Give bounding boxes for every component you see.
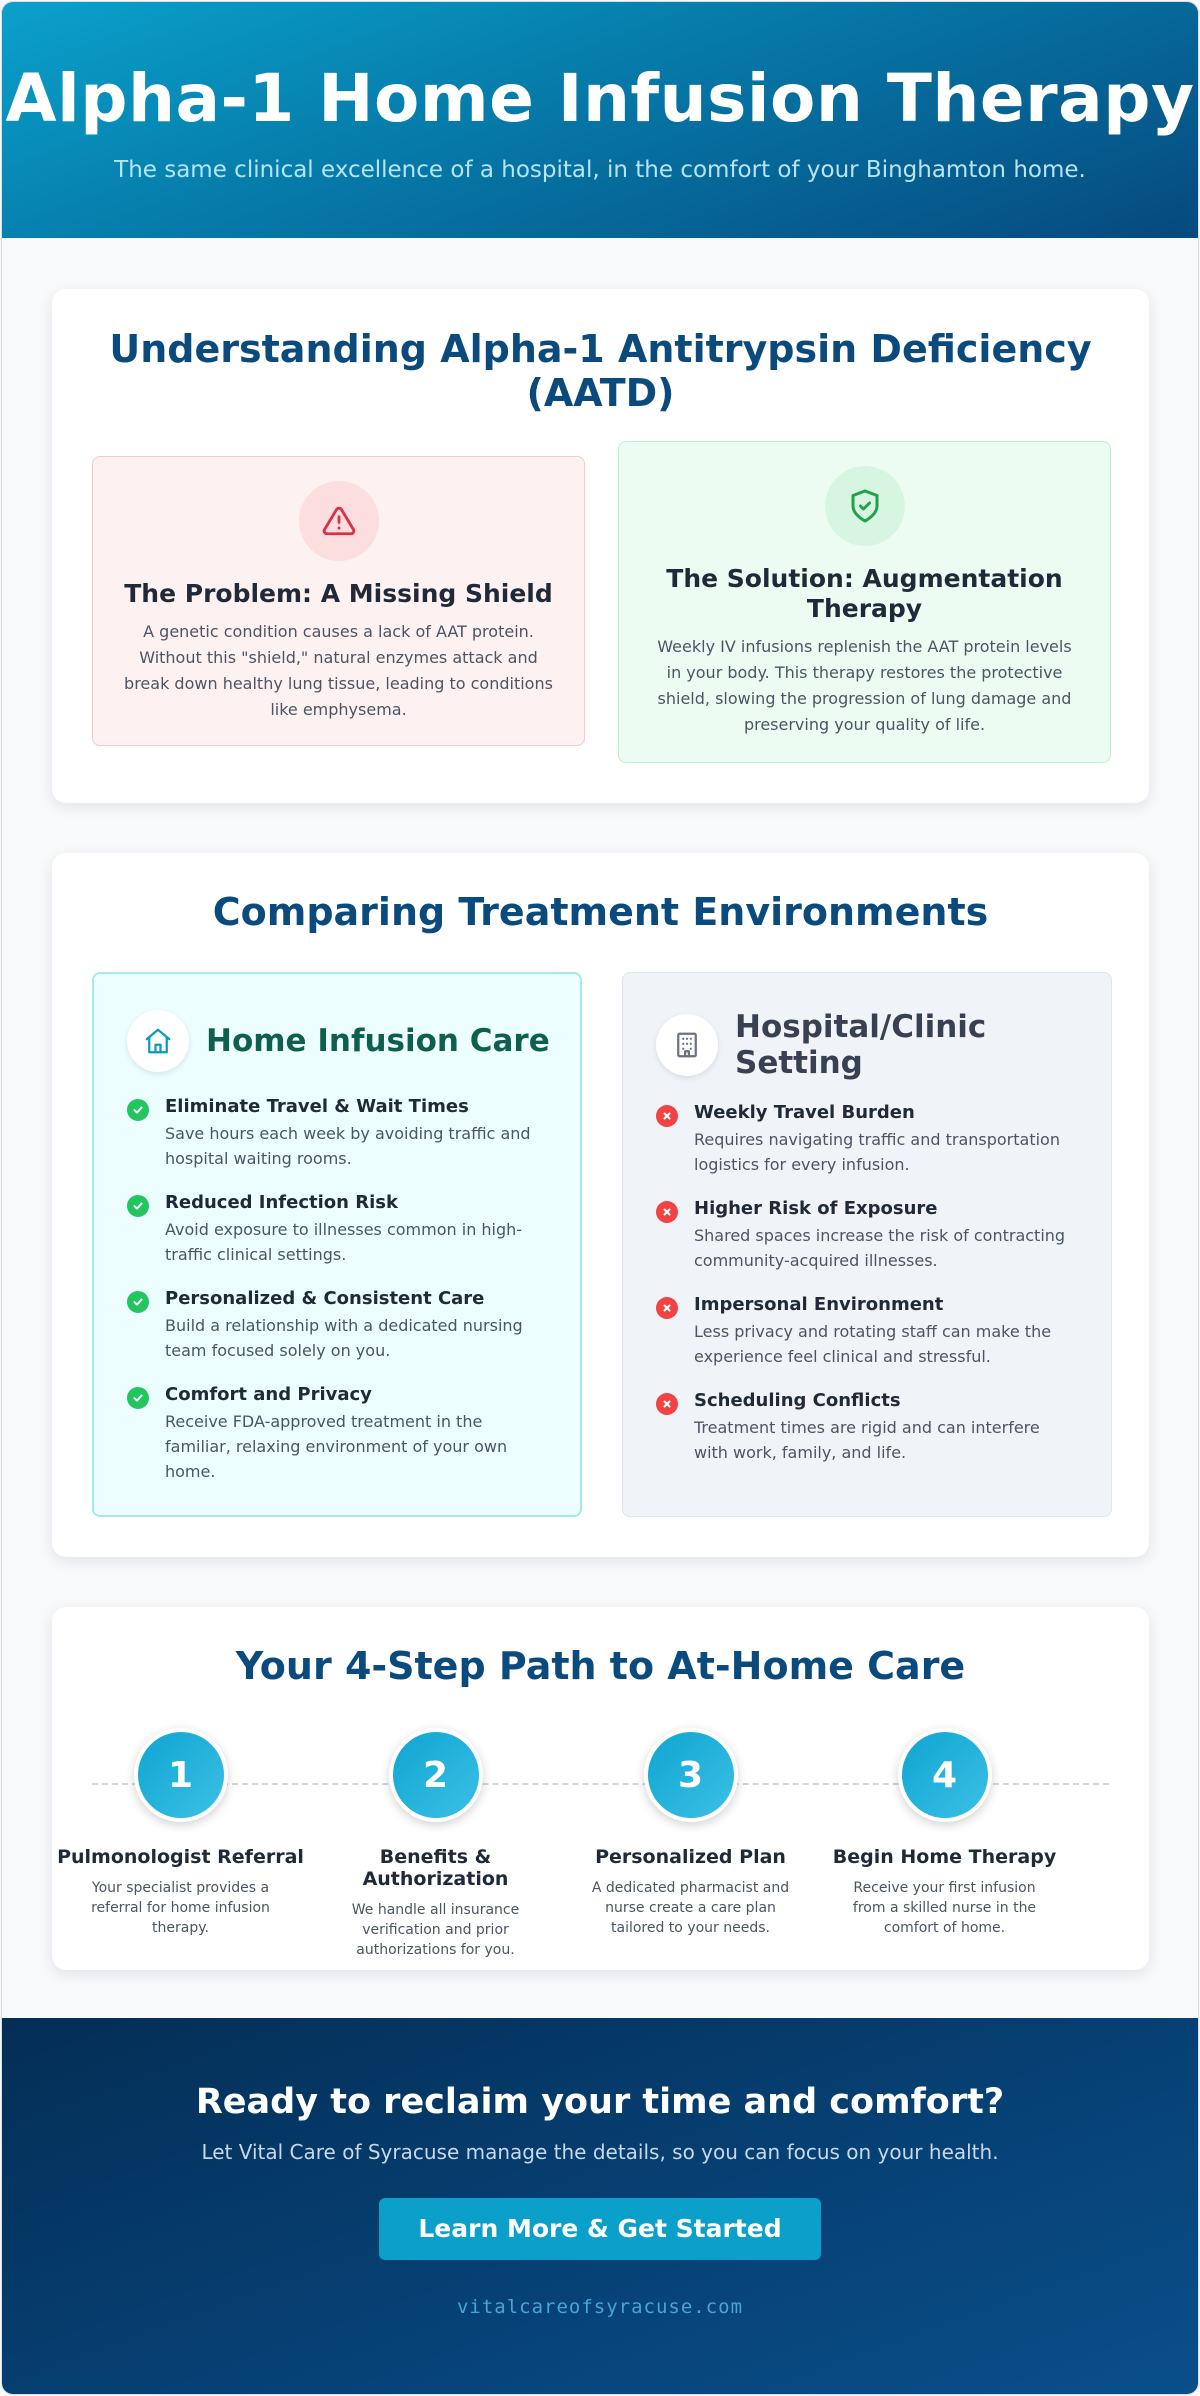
hospital-drawback-item [656,1293,1076,1369]
get-started-button[interactable]: Learn More & Get Started [379,2198,821,2260]
compare-card [52,853,1149,1557]
step-desc: Your specialist provides a referral for home infusion therapy. [91,1880,270,1936]
hospital-drawback-item [656,1101,1076,1177]
hospital-drawback-desc: Less privacy and rotating staff can make the experience feel clinical and stressful. [694,1322,1052,1366]
aatd-title: Understanding Alpha-1 Antitrypsin Deficiency (AATD) [109,327,1092,415]
website-link[interactable]: vitalcareofsyracuse.com [456,2296,744,2318]
x-circle-icon [656,1105,678,1127]
cta-subtitle: Let Vital Care of Syracuse manage the details, so you can focus on your health. [201,2140,999,2164]
step-desc: A dedicated pharmacist and nurse create a care plan tailored to your needs. [591,1880,790,1936]
solution-text: Weekly IV infusions replenish the AAT protein levels in your body. This therapy restores the protective shield, slowing the progression of lung damage and preserving your quality of life. [657,637,1072,734]
hospital-drawback-title: Impersonal Environment [694,1294,944,1315]
hospital-setting-title: Hospital/Clinic Setting [735,1009,987,1081]
hero-header [2,2,1198,238]
solution-title: The Solution: Augmentation Therapy [666,564,1063,623]
hospital-drawback-desc: Shared spaces increase the risk of contracting community-acquired illnesses. [694,1226,1066,1270]
x-circle-icon [656,1297,678,1319]
home-benefit-title: Reduced Infection Risk [165,1192,398,1213]
step-number: 2 [389,1728,483,1822]
check-circle-icon [127,1195,149,1217]
steps-title: Your 4-Step Path to At-Home Care [235,1644,966,1688]
home-benefit-title: Eliminate Travel & Wait Times [165,1096,469,1117]
problem-text: A genetic condition causes a lack of AAT protein. Without this "shield," natural enzymes attack and break down healthy lung tissue, leading to conditions like emphysema. [124,622,553,719]
x-circle-icon [656,1201,678,1223]
page [1,1,1199,2395]
home-care-header [127,1010,550,1072]
home-benefit-item [127,1095,547,1171]
hospital-drawback-title: Scheduling Conflicts [694,1390,901,1411]
step-item [817,1728,1072,1938]
page-subtitle: The same clinical excellence of a hospital, in the comfort of your Binghamton home. [114,157,1086,183]
home-benefit-desc: Avoid exposure to illnesses common in high-traffic clinical settings. [165,1220,523,1264]
compare-title: Comparing Treatment Environments [212,890,989,934]
check-circle-icon [127,1387,149,1409]
step-item [308,1728,563,1960]
step-number: 3 [644,1728,738,1822]
step-number: 4 [898,1728,992,1822]
cta-footer [2,2018,1198,2394]
house-icon [127,1010,189,1072]
check-circle-icon [127,1291,149,1313]
home-care-title: Home Infusion Care [206,1023,550,1059]
aatd-card [52,289,1149,803]
x-circle-icon [656,1393,678,1415]
home-benefit-item [127,1191,547,1267]
solution-panel [618,441,1111,763]
step-title: Begin Home Therapy [832,1846,1057,1868]
problem-title: The Problem: A Missing Shield [124,579,553,608]
shield-check-icon [825,466,905,546]
hospital-drawback-title: Weekly Travel Burden [694,1102,915,1123]
hospital-setting-column [622,972,1112,1517]
warning-triangle-icon [299,481,379,561]
home-benefit-item [127,1287,547,1363]
hospital-setting-header [656,1009,1065,1081]
home-benefit-item [127,1383,547,1484]
home-benefit-desc: Receive FDA-approved treatment in the familiar, relaxing environment of your own home. [165,1412,508,1481]
step-title: Pulmonologist Referral [57,1846,304,1868]
hospital-drawback-desc: Treatment times are rigid and can interfere with work, family, and life. [694,1418,1040,1462]
hospital-drawback-item [656,1389,1076,1465]
step-item [53,1728,308,1938]
cta-heading: Ready to reclaim your time and comfort? [195,2082,1005,2122]
home-care-column [92,972,582,1517]
home-benefit-desc: Save hours each week by avoiding traffic and hospital waiting rooms. [165,1124,531,1168]
home-benefit-desc: Build a relationship with a dedicated nursing team focused solely on you. [165,1316,523,1360]
step-item [563,1728,818,1938]
problem-panel [92,456,585,746]
page-title: Alpha-1 Home Infusion Therapy [5,60,1195,137]
step-title: Personalized Plan [595,1846,786,1868]
step-desc: We handle all insurance verification and prior authorizations for you. [351,1902,520,1958]
step-number: 1 [134,1728,228,1822]
home-benefit-title: Comfort and Privacy [165,1384,372,1405]
step-desc: Receive your first infusion from a skilled nurse in the comfort of home. [852,1880,1037,1936]
home-benefit-title: Personalized & Consistent Care [165,1288,485,1309]
building-icon [656,1014,718,1076]
hospital-drawback-title: Higher Risk of Exposure [694,1198,938,1219]
step-title: Benefits & Authorization [362,1846,509,1890]
check-circle-icon [127,1099,149,1121]
steps-card [52,1607,1149,1970]
hospital-drawback-desc: Requires navigating traffic and transportation logistics for every infusion. [694,1130,1060,1174]
hospital-drawback-item [656,1197,1076,1273]
